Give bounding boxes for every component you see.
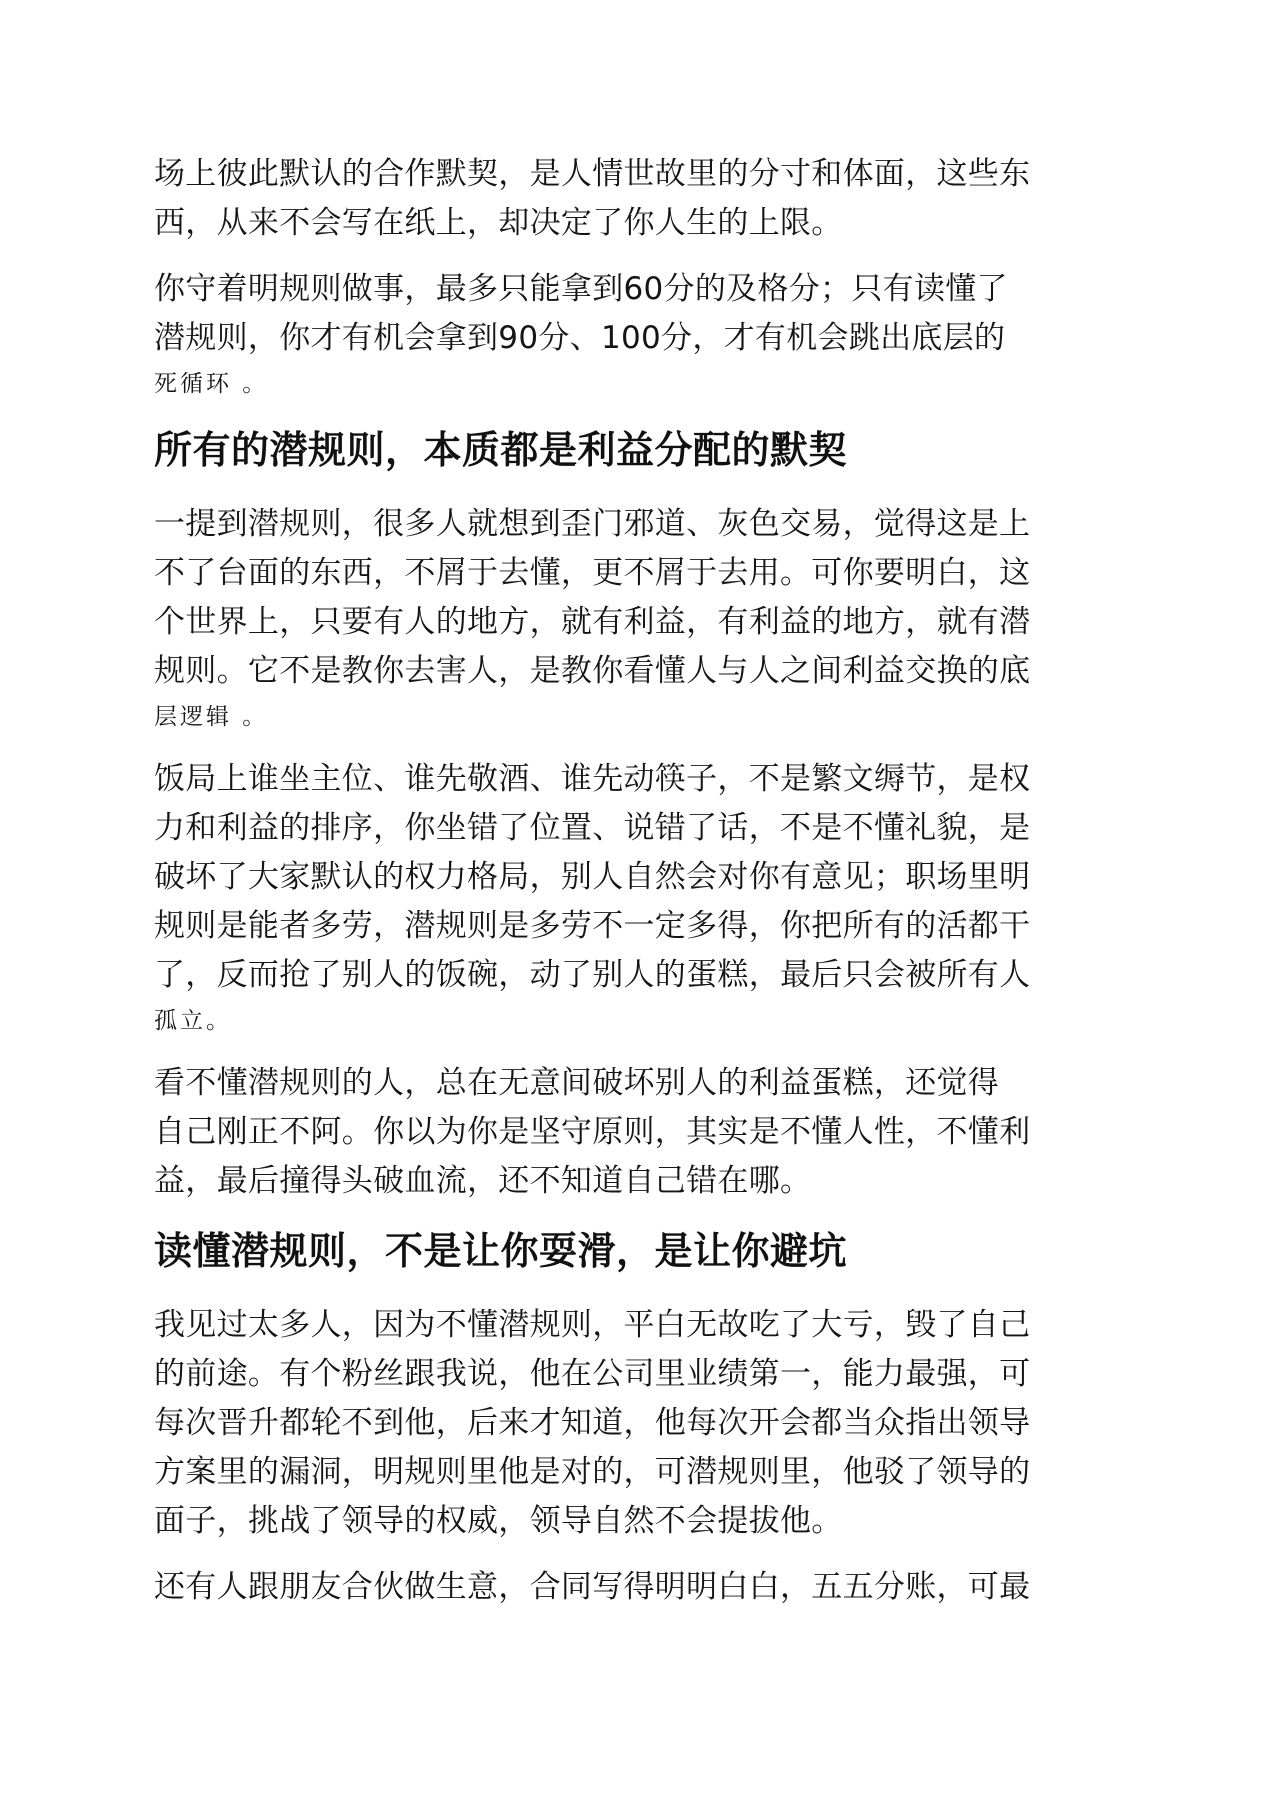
paragraph <box>154 1301 1126 1546</box>
text-line: 了，反而抢了别人的饭碗，动了别人的蛋糕，最后只会被所有人 <box>154 957 1031 993</box>
section-heading: 读懂潜规则，不是让你耍滑，是让你避坑 <box>154 1229 848 1273</box>
paragraph <box>154 265 1126 405</box>
text-line: 饭局上谁坐主位、谁先敬酒、谁先动筷子，不是繁文缛节，是权 <box>154 761 1031 797</box>
text-line: 一提到潜规则，很多人就想到歪门邪道、灰色交易，觉得这是上 <box>154 506 1031 542</box>
text-line: 我见过太多人，因为不懂潜规则，平白无故吃了大亏，毁了自己 <box>154 1307 1031 1343</box>
section-heading: 所有的潜规则，本质都是利益分配的默契 <box>154 428 848 472</box>
text-line: 还有人跟朋友合伙做生意，合同写得明明白白，五五分账，可最 <box>154 1569 1031 1605</box>
paragraph <box>154 1059 1126 1206</box>
text-line: 自己刚正不阿。你以为你是坚守原则，其实是不懂人性，不懂利 <box>154 1114 1031 1150</box>
text-line: 个世界上，只要有人的地方，就有利益，有利益的地方，就有潜 <box>154 604 1031 640</box>
text-line: 规则是能者多劳，潜规则是多劳不一定多得，你把所有的活都干 <box>154 908 1031 944</box>
paragraph <box>154 755 1126 1042</box>
text-line: 死循环 。 <box>154 371 269 397</box>
text-line: 规则。它不是教你去害人，是教你看懂人与人之间利益交换的底 <box>154 653 1031 689</box>
text-line: 破坏了大家默认的权力格局，别人自然会对你有意见；职场里明 <box>154 859 1031 895</box>
text-line: 力和利益的排序，你坐错了位置、说错了话，不是不懂礼貌，是 <box>154 810 1031 846</box>
text-line: 的前途。有个粉丝跟我说，他在公司里业绩第一，能力最强，可 <box>154 1356 1031 1392</box>
text-line: 层逻辑 。 <box>154 704 269 730</box>
text-line: 益，最后撞得头破血流，还不知道自己错在哪。 <box>154 1163 812 1199</box>
text-line: 孤立。 <box>154 1008 232 1034</box>
text-line: 西，从来不会写在纸上，却决定了你人生的上限。 <box>154 205 843 241</box>
text-line: 每次晋升都轮不到他，后来才知道，他每次开会都当众指出领导 <box>154 1405 1031 1441</box>
text-line: 方案里的漏洞，明规则里他是对的，可潜规则里，他驳了领导的 <box>154 1454 1031 1490</box>
text-line: 场上彼此默认的合作默契，是人情世故里的分寸和体面，这些东 <box>154 156 1031 192</box>
paragraph <box>154 500 1126 738</box>
text-line: 不了台面的东西，不屑于去懂，更不屑于去用。可你要明白，这 <box>154 555 1031 591</box>
text-line: 看不懂潜规则的人，总在无意间破坏别人的利益蛋糕，还觉得 <box>154 1065 1000 1101</box>
text-line: 潜规则，你才有机会拿到90分、100分，才有机会跳出底层的 <box>154 320 1006 356</box>
paragraph <box>154 1563 1126 1612</box>
document-page <box>154 150 1126 1629</box>
text-line: 你守着明规则做事，最多只能拿到60分的及格分；只有读懂了 <box>154 271 1008 307</box>
paragraph <box>154 150 1126 248</box>
text-line: 面子，挑战了领导的权威，领导自然不会提拔他。 <box>154 1503 843 1539</box>
